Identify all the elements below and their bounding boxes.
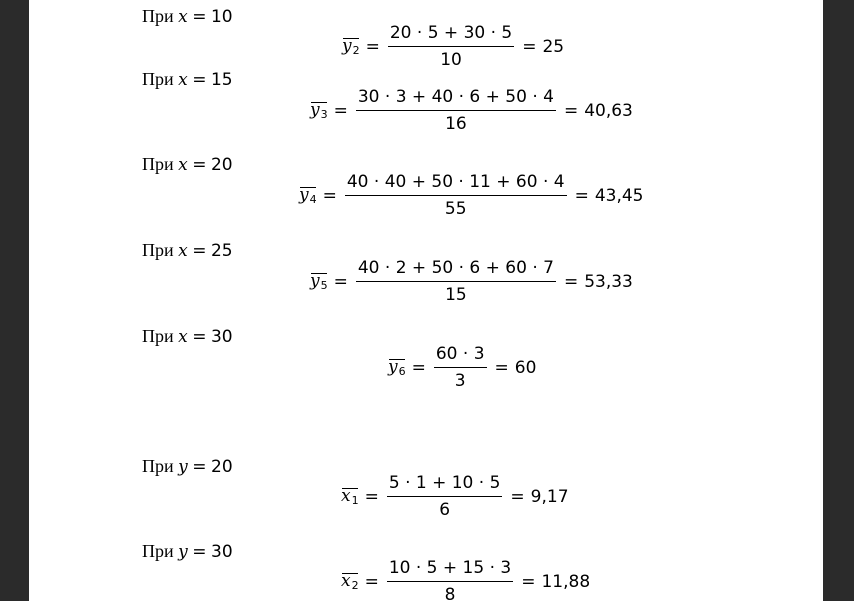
formula-denominator: 15 xyxy=(445,285,467,305)
formula-denominator: 8 xyxy=(444,585,456,601)
formula-equals: = xyxy=(563,100,579,121)
condition-label xyxy=(142,540,233,563)
viewer-frame-left xyxy=(0,0,29,601)
condition-prefix: При xyxy=(142,240,174,260)
condition-variable: x xyxy=(178,155,188,175)
formula-fraction xyxy=(388,23,514,70)
formula-fraction xyxy=(387,558,513,601)
condition-prefix: При xyxy=(142,456,174,476)
formula-equals: = xyxy=(333,100,348,121)
condition-variable: y xyxy=(178,542,188,562)
formula-fraction xyxy=(434,344,487,391)
condition-label xyxy=(142,239,233,262)
formula-lhs: $x_2$ xyxy=(341,571,359,592)
formula-equals: = xyxy=(364,571,379,592)
condition-prefix: При xyxy=(142,326,174,346)
condition-equals: = xyxy=(192,7,207,27)
condition-value: 10 xyxy=(210,7,233,27)
condition-value: 25 xyxy=(210,241,233,261)
condition-value: 15 xyxy=(210,70,233,90)
formula-conditional-mean xyxy=(299,172,644,219)
formula-equals: = xyxy=(364,486,379,507)
formula-numerator: 20 · 5 + 30 · 5 xyxy=(388,23,514,47)
formula-denominator: 16 xyxy=(445,114,467,134)
condition-equals: = xyxy=(192,457,207,477)
condition-variable: x xyxy=(178,327,188,347)
condition-prefix: При xyxy=(142,6,174,26)
formula-equals: = xyxy=(411,357,426,378)
formula-fraction xyxy=(387,473,503,520)
formula-fraction xyxy=(356,87,556,134)
formula-conditional-mean xyxy=(341,558,590,601)
formula-numerator: 40 · 40 + 50 · 11 + 60 · 4 xyxy=(345,172,567,196)
condition-equals: = xyxy=(192,327,207,347)
document-page xyxy=(29,0,823,601)
condition-variable: x xyxy=(178,241,188,261)
formula-result: 40,63 xyxy=(584,100,633,121)
condition-prefix: При xyxy=(142,154,174,174)
formula-equals: = xyxy=(365,36,380,57)
formula-equals: = xyxy=(574,185,589,206)
formula-conditional-mean xyxy=(342,23,564,70)
formula-equals: = xyxy=(333,271,348,292)
formula-denominator: 10 xyxy=(440,50,462,70)
formula-numerator: 5 · 1 + 10 · 5 xyxy=(387,473,503,497)
condition-label xyxy=(142,325,233,348)
formula-result: 25 xyxy=(542,36,565,57)
condition-value: 30 xyxy=(210,327,233,347)
formula-equals: = xyxy=(510,486,525,507)
formula-lhs: $y_4$ xyxy=(299,185,317,206)
formula-result: 43,45 xyxy=(594,185,644,206)
formula-result: 53,33 xyxy=(584,271,633,292)
condition-equals: = xyxy=(192,155,207,175)
formula-result: 9,17 xyxy=(530,486,569,507)
condition-value: 20 xyxy=(211,457,233,477)
condition-prefix: При xyxy=(142,69,174,89)
condition-label xyxy=(142,153,233,176)
formula-lhs: $y_5$ xyxy=(310,271,328,292)
condition-equals: = xyxy=(192,542,207,562)
formula-result: 60 xyxy=(514,357,537,378)
formula-lhs: $y_2$ xyxy=(342,36,360,57)
formula-equals: = xyxy=(494,357,509,378)
condition-prefix: При xyxy=(142,541,174,561)
formula-result: 11,88 xyxy=(541,571,591,592)
condition-label xyxy=(142,5,233,28)
formula-lhs: $y_6$ xyxy=(388,357,406,378)
condition-label xyxy=(142,68,233,91)
formula-numerator: 30 · 3 + 40 · 6 + 50 · 4 xyxy=(356,87,556,111)
condition-equals: = xyxy=(192,241,207,261)
formula-fraction xyxy=(356,258,556,305)
condition-variable: x xyxy=(178,70,188,90)
formula-denominator: 3 xyxy=(454,371,466,391)
formula-equals: = xyxy=(322,185,337,206)
formula-lhs: $y_3$ xyxy=(310,100,328,121)
condition-variable: x xyxy=(178,7,188,27)
viewer-frame-right xyxy=(823,0,854,601)
formula-numerator: 10 · 5 + 15 · 3 xyxy=(387,558,513,582)
formula-fraction xyxy=(345,172,567,219)
condition-equals: = xyxy=(192,70,207,90)
formula-denominator: 6 xyxy=(439,500,451,520)
formula-equals: = xyxy=(563,271,579,292)
formula-denominator: 55 xyxy=(444,199,467,219)
formula-conditional-mean xyxy=(341,473,569,520)
formula-equals: = xyxy=(521,571,536,592)
condition-label xyxy=(142,455,233,478)
condition-value: 20 xyxy=(210,155,233,175)
formula-conditional-mean xyxy=(310,87,633,134)
formula-numerator: 40 · 2 + 50 · 6 + 60 · 7 xyxy=(356,258,556,282)
formula-conditional-mean xyxy=(310,258,633,305)
condition-variable: y xyxy=(178,457,188,477)
formula-conditional-mean xyxy=(388,344,536,391)
formula-equals: = xyxy=(522,36,537,57)
formula-lhs: $x_1$ xyxy=(341,486,359,507)
formula-numerator: 60 · 3 xyxy=(434,344,487,368)
condition-value: 30 xyxy=(211,542,233,562)
